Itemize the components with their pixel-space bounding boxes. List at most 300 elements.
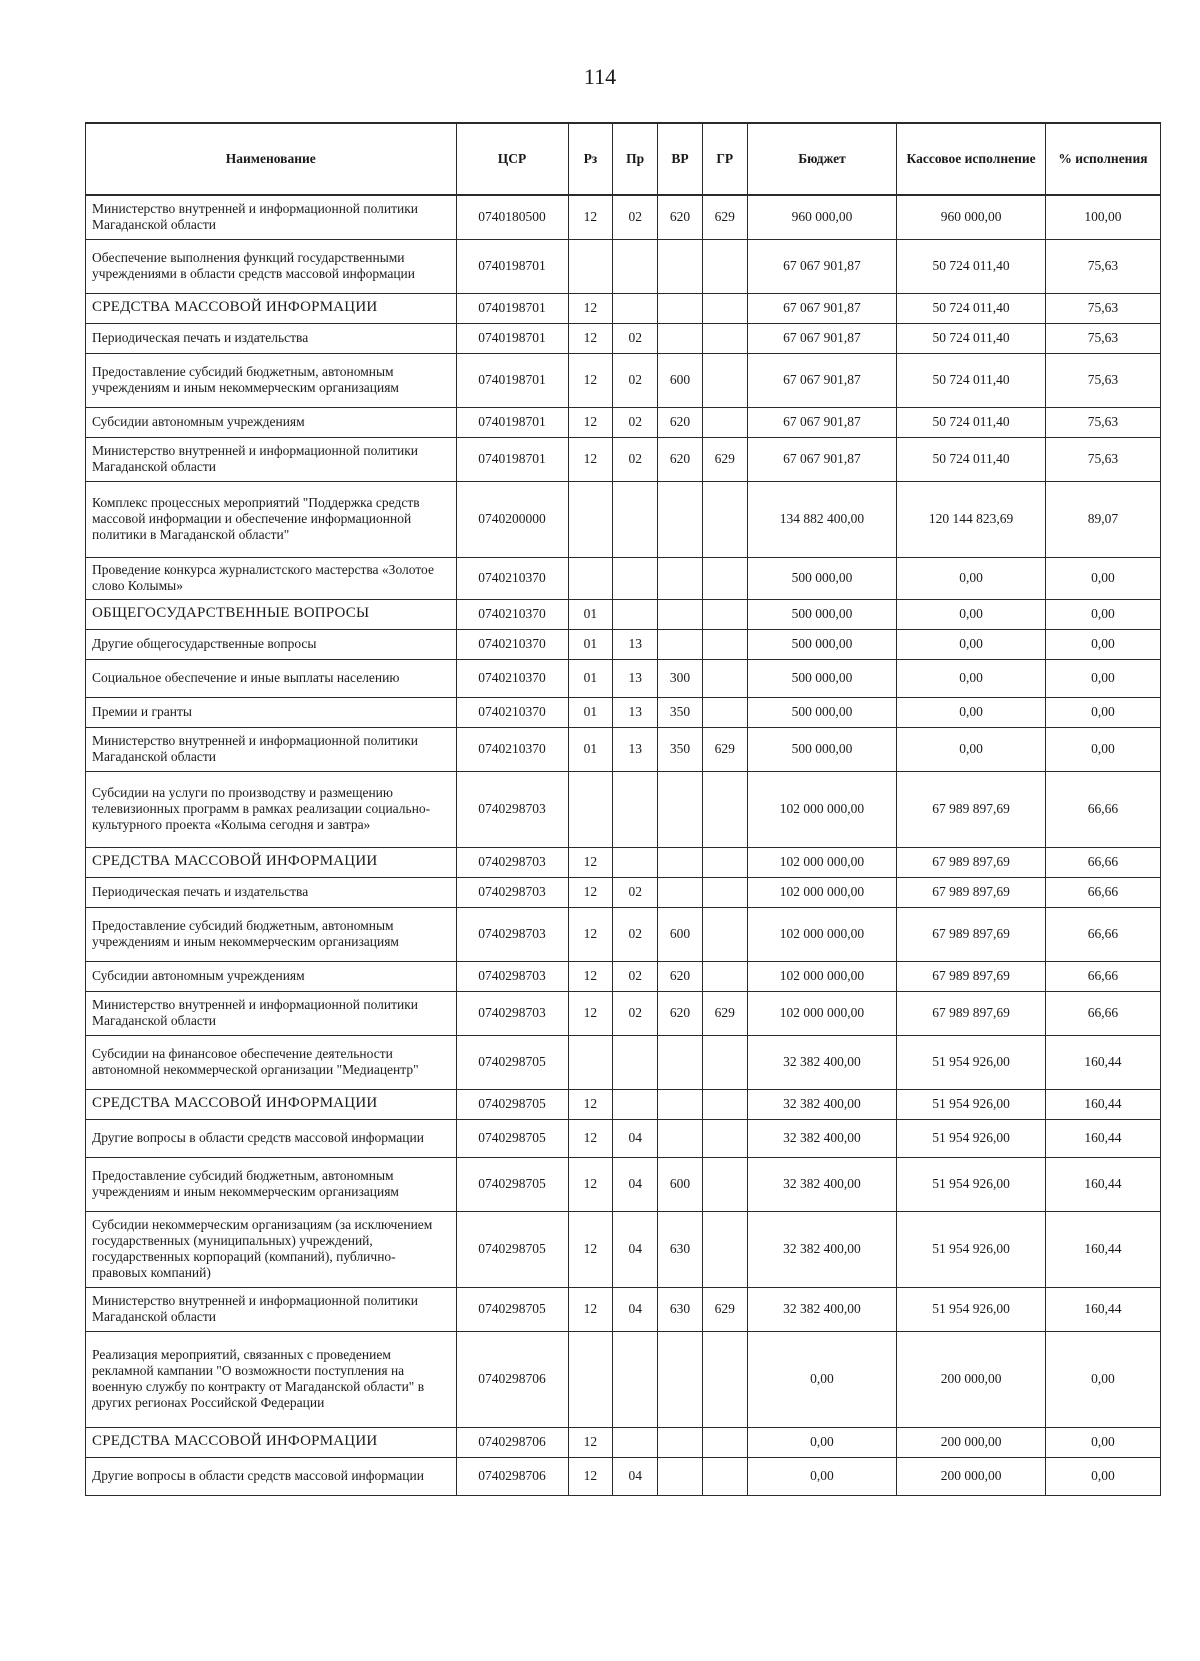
cell-cash-execution: 67 989 897,69 [897, 877, 1046, 907]
cell-rz: 12 [568, 1427, 613, 1457]
cell-gr: 629 [702, 195, 747, 239]
cell-pr: 02 [613, 407, 658, 437]
cell-name: Обеспечение выполнения функций государственными учреждениями в области средств массовой информации [86, 239, 457, 293]
cell-vr: 620 [658, 961, 703, 991]
cell-cash-execution: 51 954 926,00 [897, 1157, 1046, 1211]
cell-vr: 630 [658, 1287, 703, 1331]
cell-vr: 630 [658, 1211, 703, 1287]
cell-csr: 0740298703 [456, 771, 568, 847]
cell-cash-execution: 67 989 897,69 [897, 847, 1046, 877]
cell-vr: 620 [658, 407, 703, 437]
cell-gr: 629 [702, 1287, 747, 1331]
cell-pr [613, 293, 658, 323]
cell-gr: 629 [702, 437, 747, 481]
cell-csr: 0740298703 [456, 907, 568, 961]
cell-cash-execution: 0,00 [897, 629, 1046, 659]
cell-gr [702, 1331, 747, 1427]
cell-vr: 620 [658, 437, 703, 481]
table-row [86, 1427, 1161, 1457]
page-number: 114 [583, 64, 617, 89]
cell-pr: 02 [613, 437, 658, 481]
cell-vr [658, 847, 703, 877]
table-row [86, 847, 1161, 877]
table-row [86, 697, 1161, 727]
cell-csr: 0740210370 [456, 629, 568, 659]
cell-rz [568, 557, 613, 599]
cell-budget: 32 382 400,00 [747, 1119, 897, 1157]
cell-csr: 0740210370 [456, 727, 568, 771]
cell-rz: 12 [568, 1211, 613, 1287]
cell-csr: 0740198701 [456, 239, 568, 293]
cell-budget: 960 000,00 [747, 195, 897, 239]
cell-budget: 102 000 000,00 [747, 991, 897, 1035]
cell-name: Предоставление субсидий бюджетным, автономным учреждениям и иным некоммерческим организациям [86, 353, 457, 407]
cell-vr: 300 [658, 659, 703, 697]
table-row [86, 961, 1161, 991]
cell-vr [658, 239, 703, 293]
cell-execution-percent: 66,66 [1045, 907, 1160, 961]
cell-budget: 67 067 901,87 [747, 437, 897, 481]
cell-pr: 04 [613, 1287, 658, 1331]
cell-vr [658, 481, 703, 557]
cell-execution-percent: 160,44 [1045, 1157, 1160, 1211]
cell-vr [658, 771, 703, 847]
cell-pr [613, 1331, 658, 1427]
cell-execution-percent: 0,00 [1045, 629, 1160, 659]
cell-name: Субсидии на финансовое обеспечение деятельности автономной некоммерческой организации "Медиацентр" [86, 1035, 457, 1089]
cell-csr: 0740298703 [456, 961, 568, 991]
cell-execution-percent: 75,63 [1045, 239, 1160, 293]
cell-vr: 600 [658, 353, 703, 407]
cell-gr [702, 599, 747, 629]
table-row [86, 293, 1161, 323]
cell-pr [613, 599, 658, 629]
cell-rz: 12 [568, 907, 613, 961]
cell-rz [568, 1035, 613, 1089]
cell-budget: 102 000 000,00 [747, 877, 897, 907]
cell-gr [702, 1157, 747, 1211]
cell-execution-percent: 0,00 [1045, 1331, 1160, 1427]
cell-rz: 12 [568, 353, 613, 407]
header-rz: Рз [568, 123, 613, 195]
cell-budget: 67 067 901,87 [747, 293, 897, 323]
cell-gr [702, 629, 747, 659]
table-row [86, 907, 1161, 961]
table-row [86, 437, 1161, 481]
cell-vr: 350 [658, 697, 703, 727]
cell-cash-execution: 120 144 823,69 [897, 481, 1046, 557]
cell-csr: 0740298703 [456, 877, 568, 907]
cell-rz [568, 771, 613, 847]
cell-budget: 134 882 400,00 [747, 481, 897, 557]
cell-execution-percent: 75,63 [1045, 293, 1160, 323]
cell-budget: 500 000,00 [747, 629, 897, 659]
cell-execution-percent: 160,44 [1045, 1035, 1160, 1089]
cell-name: Премии и гранты [86, 697, 457, 727]
cell-cash-execution: 0,00 [897, 557, 1046, 599]
cell-csr: 0740198701 [456, 437, 568, 481]
cell-name: Предоставление субсидий бюджетным, автономным учреждениям и иным некоммерческим организациям [86, 907, 457, 961]
cell-csr: 0740298705 [456, 1089, 568, 1119]
cell-budget: 67 067 901,87 [747, 407, 897, 437]
cell-name: Министерство внутренней и информационной политики Магаданской области [86, 727, 457, 771]
cell-name: Проведение конкурса журналистского мастерства «Золотое слово Колымы» [86, 557, 457, 599]
cell-budget: 32 382 400,00 [747, 1035, 897, 1089]
table-row [86, 239, 1161, 293]
cell-name: Министерство внутренней и информационной политики Магаданской области [86, 195, 457, 239]
cell-budget: 500 000,00 [747, 727, 897, 771]
table-row [86, 1331, 1161, 1427]
cell-gr [702, 323, 747, 353]
cell-budget: 102 000 000,00 [747, 961, 897, 991]
cell-execution-percent: 0,00 [1045, 1457, 1160, 1495]
cell-vr [658, 1427, 703, 1457]
cell-budget: 102 000 000,00 [747, 771, 897, 847]
table-row [86, 599, 1161, 629]
header-vr: ВР [658, 123, 703, 195]
cell-execution-percent: 75,63 [1045, 353, 1160, 407]
cell-execution-percent: 75,63 [1045, 323, 1160, 353]
cell-execution-percent: 75,63 [1045, 437, 1160, 481]
cell-name: СРЕДСТВА МАССОВОЙ ИНФОРМАЦИИ [86, 293, 457, 323]
cell-csr: 0740298703 [456, 847, 568, 877]
cell-vr: 620 [658, 195, 703, 239]
cell-vr [658, 599, 703, 629]
cell-csr: 0740210370 [456, 659, 568, 697]
cell-pr: 13 [613, 659, 658, 697]
cell-csr: 0740298703 [456, 991, 568, 1035]
table-row [86, 407, 1161, 437]
cell-csr: 0740198701 [456, 407, 568, 437]
cell-rz [568, 481, 613, 557]
cell-csr: 0740198701 [456, 323, 568, 353]
cell-cash-execution: 51 954 926,00 [897, 1287, 1046, 1331]
header-pr: Пр [613, 123, 658, 195]
cell-rz [568, 239, 613, 293]
cell-pr: 02 [613, 991, 658, 1035]
cell-rz: 01 [568, 659, 613, 697]
cell-rz: 12 [568, 293, 613, 323]
cell-budget: 102 000 000,00 [747, 847, 897, 877]
cell-pr [613, 1089, 658, 1119]
cell-csr: 0740298705 [456, 1287, 568, 1331]
cell-cash-execution: 0,00 [897, 727, 1046, 771]
cell-cash-execution: 960 000,00 [897, 195, 1046, 239]
cell-pr [613, 771, 658, 847]
header-budget: Бюджет [747, 123, 897, 195]
cell-rz: 12 [568, 1119, 613, 1157]
cell-gr [702, 1427, 747, 1457]
cell-execution-percent: 0,00 [1045, 659, 1160, 697]
table-row [86, 1211, 1161, 1287]
cell-cash-execution: 0,00 [897, 599, 1046, 629]
cell-rz: 12 [568, 1457, 613, 1495]
cell-rz: 12 [568, 847, 613, 877]
cell-rz: 01 [568, 727, 613, 771]
table-row [86, 877, 1161, 907]
cell-budget: 32 382 400,00 [747, 1089, 897, 1119]
table-row [86, 629, 1161, 659]
cell-name: Субсидии на услуги по производству и размещению телевизионных программ в рамках реализации социально-культурного проекта «Колыма сегодня и завтра» [86, 771, 457, 847]
cell-vr: 600 [658, 907, 703, 961]
cell-csr: 0740298706 [456, 1457, 568, 1495]
cell-execution-percent: 75,63 [1045, 407, 1160, 437]
cell-cash-execution: 50 724 011,40 [897, 293, 1046, 323]
table-row [86, 195, 1161, 239]
table-row [86, 659, 1161, 697]
table-row [86, 727, 1161, 771]
cell-name: Другие вопросы в области средств массовой информации [86, 1457, 457, 1495]
cell-pr [613, 847, 658, 877]
cell-gr [702, 1035, 747, 1089]
cell-gr [702, 907, 747, 961]
cell-pr: 02 [613, 961, 658, 991]
cell-vr [658, 877, 703, 907]
cell-vr [658, 1457, 703, 1495]
cell-cash-execution: 51 954 926,00 [897, 1035, 1046, 1089]
cell-csr: 0740210370 [456, 697, 568, 727]
cell-pr [613, 1035, 658, 1089]
cell-budget: 500 000,00 [747, 697, 897, 727]
cell-cash-execution: 200 000,00 [897, 1331, 1046, 1427]
table-row [86, 991, 1161, 1035]
cell-rz: 12 [568, 961, 613, 991]
cell-rz: 12 [568, 437, 613, 481]
cell-budget: 102 000 000,00 [747, 907, 897, 961]
cell-execution-percent: 66,66 [1045, 771, 1160, 847]
cell-rz: 01 [568, 697, 613, 727]
cell-pr: 13 [613, 727, 658, 771]
table-row [86, 353, 1161, 407]
table-row [86, 1035, 1161, 1089]
cell-budget: 0,00 [747, 1457, 897, 1495]
cell-execution-percent: 66,66 [1045, 877, 1160, 907]
cell-name: Социальное обеспечение и иные выплаты населению [86, 659, 457, 697]
table-row [86, 1157, 1161, 1211]
cell-execution-percent: 0,00 [1045, 727, 1160, 771]
cell-csr: 0740298705 [456, 1157, 568, 1211]
cell-execution-percent: 0,00 [1045, 1427, 1160, 1457]
table-row [86, 1089, 1161, 1119]
cell-gr: 629 [702, 727, 747, 771]
cell-csr: 0740210370 [456, 557, 568, 599]
cell-gr [702, 877, 747, 907]
cell-pr [613, 1427, 658, 1457]
cell-cash-execution: 67 989 897,69 [897, 771, 1046, 847]
cell-gr [702, 1457, 747, 1495]
cell-cash-execution: 51 954 926,00 [897, 1089, 1046, 1119]
cell-cash-execution: 0,00 [897, 697, 1046, 727]
cell-vr [658, 629, 703, 659]
cell-budget: 67 067 901,87 [747, 239, 897, 293]
cell-vr: 350 [658, 727, 703, 771]
table-row [86, 481, 1161, 557]
cell-name: СРЕДСТВА МАССОВОЙ ИНФОРМАЦИИ [86, 1427, 457, 1457]
cell-gr [702, 1089, 747, 1119]
cell-execution-percent: 66,66 [1045, 847, 1160, 877]
table-row [86, 771, 1161, 847]
cell-csr: 0740298705 [456, 1119, 568, 1157]
cell-execution-percent: 160,44 [1045, 1089, 1160, 1119]
cell-pr: 02 [613, 195, 658, 239]
cell-rz: 12 [568, 195, 613, 239]
cell-cash-execution: 67 989 897,69 [897, 961, 1046, 991]
cell-execution-percent: 89,07 [1045, 481, 1160, 557]
cell-gr [702, 353, 747, 407]
cell-budget: 67 067 901,87 [747, 353, 897, 407]
cell-budget: 32 382 400,00 [747, 1157, 897, 1211]
cell-gr [702, 771, 747, 847]
cell-gr [702, 293, 747, 323]
table-header-row [86, 123, 1161, 195]
cell-budget: 0,00 [747, 1331, 897, 1427]
cell-pr [613, 481, 658, 557]
cell-gr: 629 [702, 991, 747, 1035]
header-cash-execution: Кассовое исполнение [897, 123, 1046, 195]
cell-gr [702, 961, 747, 991]
cell-gr [702, 1211, 747, 1287]
cell-csr: 0740180500 [456, 195, 568, 239]
cell-execution-percent: 160,44 [1045, 1211, 1160, 1287]
table-row [86, 557, 1161, 599]
cell-name: Периодическая печать и издательства [86, 323, 457, 353]
cell-name: Предоставление субсидий бюджетным, автономным учреждениям и иным некоммерческим организациям [86, 1157, 457, 1211]
cell-execution-percent: 0,00 [1045, 557, 1160, 599]
cell-cash-execution: 200 000,00 [897, 1457, 1046, 1495]
cell-execution-percent: 100,00 [1045, 195, 1160, 239]
cell-budget: 500 000,00 [747, 659, 897, 697]
cell-cash-execution: 51 954 926,00 [897, 1119, 1046, 1157]
header-execution-percent: % исполнения [1045, 123, 1160, 195]
cell-rz: 12 [568, 877, 613, 907]
cell-name: Другие вопросы в области средств массовой информации [86, 1119, 457, 1157]
cell-csr: 0740298706 [456, 1331, 568, 1427]
cell-rz [568, 1331, 613, 1427]
cell-cash-execution: 50 724 011,40 [897, 407, 1046, 437]
cell-gr [702, 557, 747, 599]
cell-name: СРЕДСТВА МАССОВОЙ ИНФОРМАЦИИ [86, 847, 457, 877]
header-gr: ГР [702, 123, 747, 195]
table-row [86, 1457, 1161, 1495]
table-row [86, 1119, 1161, 1157]
cell-name: Субсидии автономным учреждениям [86, 407, 457, 437]
cell-vr [658, 1089, 703, 1119]
cell-name: СРЕДСТВА МАССОВОЙ ИНФОРМАЦИИ [86, 1089, 457, 1119]
cell-cash-execution: 50 724 011,40 [897, 437, 1046, 481]
cell-name: Реализация мероприятий, связанных с проведением рекламной кампании "О возможности поступления на военную службу по контракту от Магаданской области" в других регионах Российской Федерации [86, 1331, 457, 1427]
cell-gr [702, 659, 747, 697]
cell-pr: 04 [613, 1457, 658, 1495]
cell-rz: 12 [568, 407, 613, 437]
cell-pr: 02 [613, 907, 658, 961]
cell-budget: 67 067 901,87 [747, 323, 897, 353]
cell-cash-execution: 200 000,00 [897, 1427, 1046, 1457]
cell-vr [658, 293, 703, 323]
cell-name: Субсидии автономным учреждениям [86, 961, 457, 991]
cell-rz: 12 [568, 323, 613, 353]
cell-pr: 13 [613, 629, 658, 659]
cell-csr: 0740298705 [456, 1035, 568, 1089]
table-row [86, 323, 1161, 353]
header-name: Наименование [86, 123, 457, 195]
cell-pr: 02 [613, 877, 658, 907]
cell-csr: 0740198701 [456, 353, 568, 407]
cell-rz: 12 [568, 1287, 613, 1331]
cell-cash-execution: 50 724 011,40 [897, 353, 1046, 407]
cell-vr [658, 1119, 703, 1157]
cell-vr: 620 [658, 991, 703, 1035]
cell-csr: 0740198701 [456, 293, 568, 323]
cell-name: Периодическая печать и издательства [86, 877, 457, 907]
cell-cash-execution: 67 989 897,69 [897, 907, 1046, 961]
cell-execution-percent: 160,44 [1045, 1119, 1160, 1157]
cell-cash-execution: 67 989 897,69 [897, 991, 1046, 1035]
cell-budget: 500 000,00 [747, 599, 897, 629]
budget-table [85, 122, 1161, 1496]
cell-rz: 12 [568, 1157, 613, 1211]
cell-gr [702, 481, 747, 557]
cell-vr [658, 557, 703, 599]
cell-budget: 32 382 400,00 [747, 1287, 897, 1331]
cell-csr: 0740200000 [456, 481, 568, 557]
cell-name: Министерство внутренней и информационной политики Магаданской области [86, 437, 457, 481]
cell-execution-percent: 0,00 [1045, 697, 1160, 727]
cell-execution-percent: 66,66 [1045, 961, 1160, 991]
cell-pr: 04 [613, 1157, 658, 1211]
cell-vr: 600 [658, 1157, 703, 1211]
cell-name: Министерство внутренней и информационной политики Магаданской области [86, 991, 457, 1035]
cell-name: Другие общегосударственные вопросы [86, 629, 457, 659]
cell-gr [702, 1119, 747, 1157]
cell-pr: 04 [613, 1211, 658, 1287]
cell-execution-percent: 0,00 [1045, 599, 1160, 629]
cell-budget: 0,00 [747, 1427, 897, 1457]
cell-execution-percent: 160,44 [1045, 1287, 1160, 1331]
cell-pr: 02 [613, 323, 658, 353]
cell-rz: 12 [568, 1089, 613, 1119]
cell-pr: 04 [613, 1119, 658, 1157]
cell-rz: 01 [568, 629, 613, 659]
cell-name: Комплекс процессных мероприятий "Поддержка средств массовой информации и обеспечение информационной политики в Магаданской области" [86, 481, 457, 557]
cell-cash-execution: 51 954 926,00 [897, 1211, 1046, 1287]
header-csr: ЦСР [456, 123, 568, 195]
cell-pr [613, 557, 658, 599]
cell-cash-execution: 50 724 011,40 [897, 323, 1046, 353]
cell-vr [658, 323, 703, 353]
cell-csr: 0740298706 [456, 1427, 568, 1457]
cell-rz: 01 [568, 599, 613, 629]
cell-csr: 0740298705 [456, 1211, 568, 1287]
cell-gr [702, 239, 747, 293]
cell-rz: 12 [568, 991, 613, 1035]
cell-pr: 02 [613, 353, 658, 407]
cell-vr [658, 1035, 703, 1089]
cell-gr [702, 407, 747, 437]
cell-name: Субсидии некоммерческим организациям (за исключением государственных (муниципальных) учреждений, государственных корпораций (компаний), публично-правовых компаний) [86, 1211, 457, 1287]
table-row [86, 1287, 1161, 1331]
cell-budget: 500 000,00 [747, 557, 897, 599]
cell-gr [702, 697, 747, 727]
cell-cash-execution: 50 724 011,40 [897, 239, 1046, 293]
cell-name: Министерство внутренней и информационной политики Магаданской области [86, 1287, 457, 1331]
cell-budget: 32 382 400,00 [747, 1211, 897, 1287]
cell-pr [613, 239, 658, 293]
cell-pr: 13 [613, 697, 658, 727]
cell-csr: 0740210370 [456, 599, 568, 629]
cell-cash-execution: 0,00 [897, 659, 1046, 697]
cell-name: ОБЩЕГОСУДАРСТВЕННЫЕ ВОПРОСЫ [86, 599, 457, 629]
cell-gr [702, 847, 747, 877]
